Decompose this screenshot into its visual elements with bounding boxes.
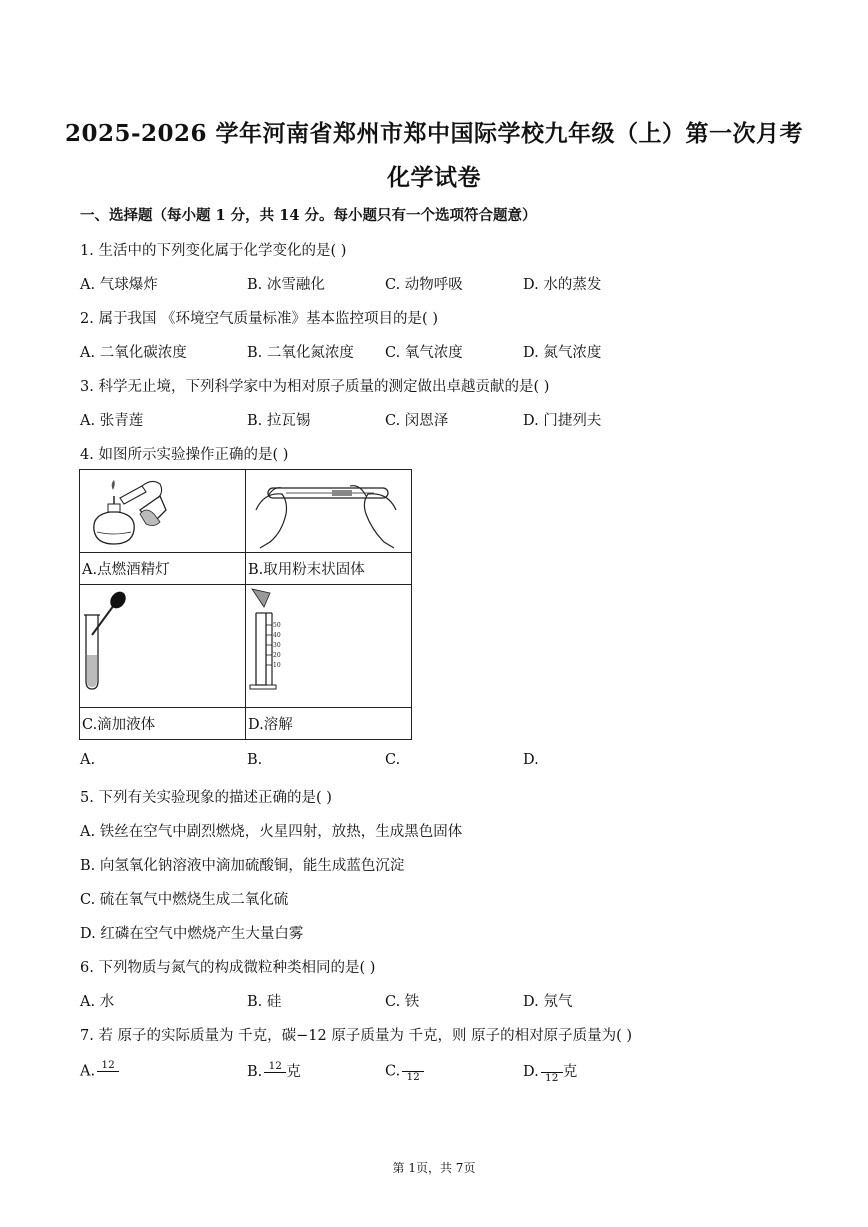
q2-option-d: D. 氮气浓度: [523, 345, 602, 361]
q7-d-suffix: 克: [562, 1064, 578, 1080]
q5-choice-c: C. 硫在氧气中燃烧生成二氧化硫: [80, 892, 289, 908]
q5-choice-b: B. 向氢氧化钠溶液中滴加硫酸铜，能生成蓝色沉淀: [80, 858, 405, 874]
q4-option-b: B.: [247, 752, 263, 768]
figure-test-tube-powder: [246, 470, 412, 553]
q4-option-a: A.: [80, 752, 96, 768]
cylinder-mark-10: 10: [273, 662, 281, 669]
page-title-line1: 2025-2026 学年河南省郑州市郑中国际学校九年级（上）第一次月考: [64, 120, 804, 147]
page-footer: 第 1页，共 7页: [392, 1161, 476, 1175]
q7-b-suffix: 克: [286, 1064, 301, 1080]
caption-a: A.点燃酒精灯: [80, 553, 246, 585]
q7-d-fraction: [541, 1061, 563, 1084]
q7-c-prefix: C.: [385, 1063, 401, 1080]
q7-b-fraction: [264, 1061, 286, 1084]
q5-choice-d: D. 红磷在空气中燃烧产生大量白雾: [80, 926, 304, 942]
q1-option-d: D. 水的蒸发: [523, 277, 602, 293]
q7-a-prefix: A.: [80, 1063, 96, 1080]
figure-dropper: [80, 585, 246, 708]
section-heading: 一、选择题（每小题 1 分，共 14 分。每小题只有一个选项符合题意）: [80, 207, 537, 224]
q4-option-c: C.: [385, 752, 401, 768]
q7-a-fraction: [97, 1060, 119, 1083]
q6-option-d: D. 氖气: [523, 994, 573, 1010]
question-3-stem: 3. 科学无止境，下列科学家中为相对原子质量的测定做出卓越贡献的是( ): [80, 379, 550, 395]
q7-c-fraction: [402, 1060, 424, 1083]
q7-option-c: [385, 1060, 424, 1083]
q4-option-d: D.: [523, 752, 539, 768]
q7-option-b: [247, 1060, 301, 1084]
q7-c-denominator: 12: [406, 1071, 420, 1083]
q7-a-numerator: 12: [97, 1060, 119, 1072]
q7-option-a: [80, 1060, 119, 1083]
q6-option-c: C. 铁: [385, 994, 420, 1010]
cylinder-mark-20: 20: [273, 652, 281, 659]
q2-option-a: A. 二氧化碳浓度: [80, 345, 187, 361]
q7-d-denominator: 12: [545, 1071, 559, 1084]
q7-b-numerator: 12: [264, 1061, 286, 1073]
q6-option-a: A. 水: [80, 994, 115, 1010]
q7-a-denominator: [97, 1072, 119, 1083]
q7-b-denominator: [264, 1073, 286, 1084]
question-4-stem: 4. 如图所示实验操作正确的是( ): [80, 447, 289, 463]
cylinder-mark-50: 50: [273, 622, 281, 629]
q1-option-c: C. 动物呼吸: [385, 277, 463, 293]
q3-option-b: B. 拉瓦锡: [247, 413, 311, 429]
figure-alcohol-lamp: [80, 470, 246, 553]
q3-option-a: A. 张青莲: [80, 413, 144, 429]
cylinder-mark-30: 30: [273, 642, 281, 649]
q2-option-c: C. 氧气浓度: [385, 345, 463, 361]
q1-option-b: B. 冰雪融化: [247, 277, 325, 293]
question-1-stem: 1. 生活中的下列变化属于化学变化的是( ): [80, 243, 347, 259]
question-2-stem: 2. 属于我国 《环境空气质量标准》基本监控项目的是( ): [80, 311, 438, 327]
question-6-stem: 6. 下列物质与氮气的构成微粒种类相同的是( ): [80, 960, 376, 976]
q5-choice-a: A. 铁丝在空气中剧烈燃烧，火星四射，放热，生成黑色固体: [80, 824, 463, 840]
question-5-stem: 5. 下列有关实验现象的描述正确的是( ): [80, 790, 332, 806]
q7-b-prefix: B.: [247, 1064, 263, 1080]
page-title-line2: 化学试卷: [387, 164, 481, 191]
q7-d-prefix: D.: [523, 1064, 539, 1080]
caption-d: D.溶解: [246, 708, 412, 740]
cylinder-mark-40: 40: [273, 632, 281, 639]
q2-option-b: B. 二氧化氮浓度: [247, 345, 354, 361]
question-7-stem: 7. 若 原子的实际质量为 千克，碳−12 原子质量为 千克，则 原子的相对原子质量为( ): [80, 1028, 633, 1044]
question-4-figure-table: [79, 469, 412, 740]
q6-option-b: B. 硅: [247, 994, 282, 1010]
q3-option-c: C. 闵恩泽: [385, 413, 449, 429]
figure-measuring-cylinder: [246, 585, 412, 708]
q1-option-a: A. 气球爆炸: [80, 277, 158, 293]
q7-option-d: [523, 1060, 577, 1084]
q3-option-d: D. 门捷列夫: [523, 413, 602, 429]
caption-c: C.滴加液体: [80, 708, 246, 740]
q7-d-numerator: [541, 1061, 563, 1073]
caption-b: B.取用粉末状固体: [246, 553, 412, 585]
